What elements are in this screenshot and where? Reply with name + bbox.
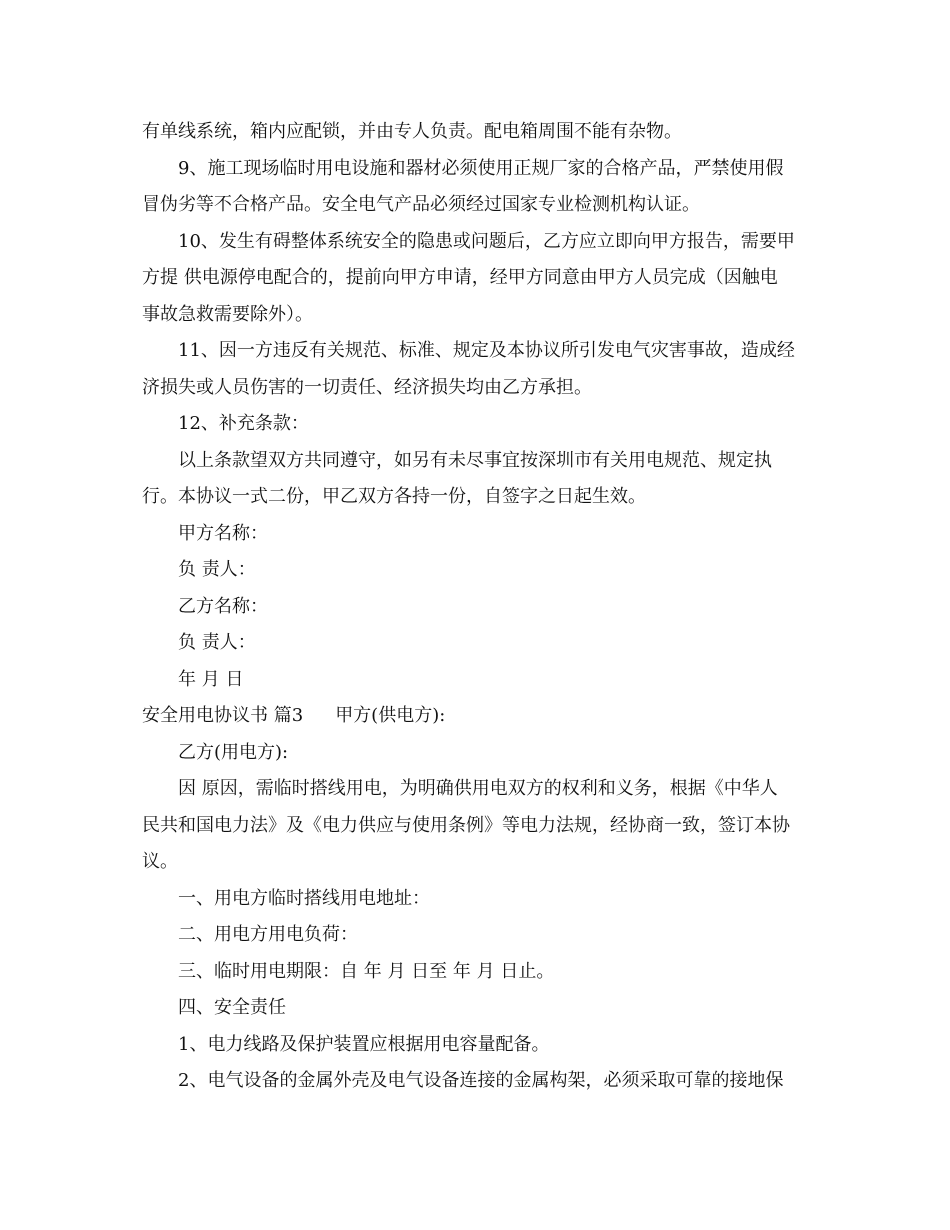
text-line: 方提 供电源停电配合的，提前向甲方申请，经甲方同意由甲方人员完成（因触电 (142, 267, 778, 288)
text-line: 事故急救需要除外）。 (142, 303, 313, 325)
text-line: 有单线系统，箱内应配锁，并由专人负责。配电箱周围不能有杂物。 (142, 121, 682, 142)
text-line: 以上条款望双方共同遵守，如另有未尽事宜按深圳市有关用电规范、规定执 (178, 449, 772, 471)
clause-heading: 一、用电方临时搭线用电地址： (178, 887, 430, 909)
document-body (142, 114, 822, 1100)
text-line: 冒伪劣等不合格产品。安全电气产品必须经过国家专业检测机构认证。 (142, 194, 700, 215)
text-line: 1、电力线路及保护装置应根据用电容量配备。 (178, 1033, 550, 1055)
party-a-responsible-field: 负 责人： (178, 559, 256, 580)
text-line: 行。本协议一式二份，甲乙双方各持一份，自签字之日起生效。 (142, 486, 646, 507)
text-line: 9、施工现场临时用电设施和器材必须使用正规厂家的合格产品，严禁使用假 (178, 157, 784, 179)
text-line: 12、补充条款： (178, 413, 309, 434)
party-b-name-field: 乙方名称： (178, 595, 268, 617)
party-b-responsible-field: 负 责人： (178, 632, 256, 653)
section-title: 安全用电协议书 篇3 (142, 705, 304, 726)
text-line: 议。 (142, 851, 178, 872)
text-line: 因 原因，需临时搭线用电，为明确供用电双方的权利和义务，根据《中华人 (178, 778, 778, 799)
text-line: 11、因一方违反有关规范、标准、规定及本协议所引发电气灾害事故，造成经 (178, 340, 795, 361)
party-b-label: 乙方(用电方): (178, 741, 289, 763)
text-line: 10、发生有碍整体系统安全的隐患或问题后，乙方应立即向甲方报告，需要甲 (178, 230, 795, 252)
party-a-label: 甲方(供电方): (335, 705, 446, 726)
clause-heading: 三、临时用电期限：自 年 月 日至 年 月 日止。 (178, 960, 555, 982)
clause-heading: 四、安全责任 (178, 997, 286, 1018)
date-field: 年 月 日 (178, 668, 244, 690)
text-line: 民共和国电力法》及《电力供应与使用条例》等电力法规，经协商一致，签订本协 (142, 814, 790, 836)
text-line: 2、电气设备的金属外壳及电气设备连接的金属构架，必须采取可靠的接地保 (178, 1070, 784, 1091)
section-heading (142, 698, 822, 735)
clause-heading: 二、用电方用电负荷： (178, 924, 358, 945)
text-line: 济损失或人员伤害的一切责任、经济损失均由乙方承担。 (142, 376, 592, 398)
party-a-name-field: 甲方名称： (178, 522, 268, 544)
